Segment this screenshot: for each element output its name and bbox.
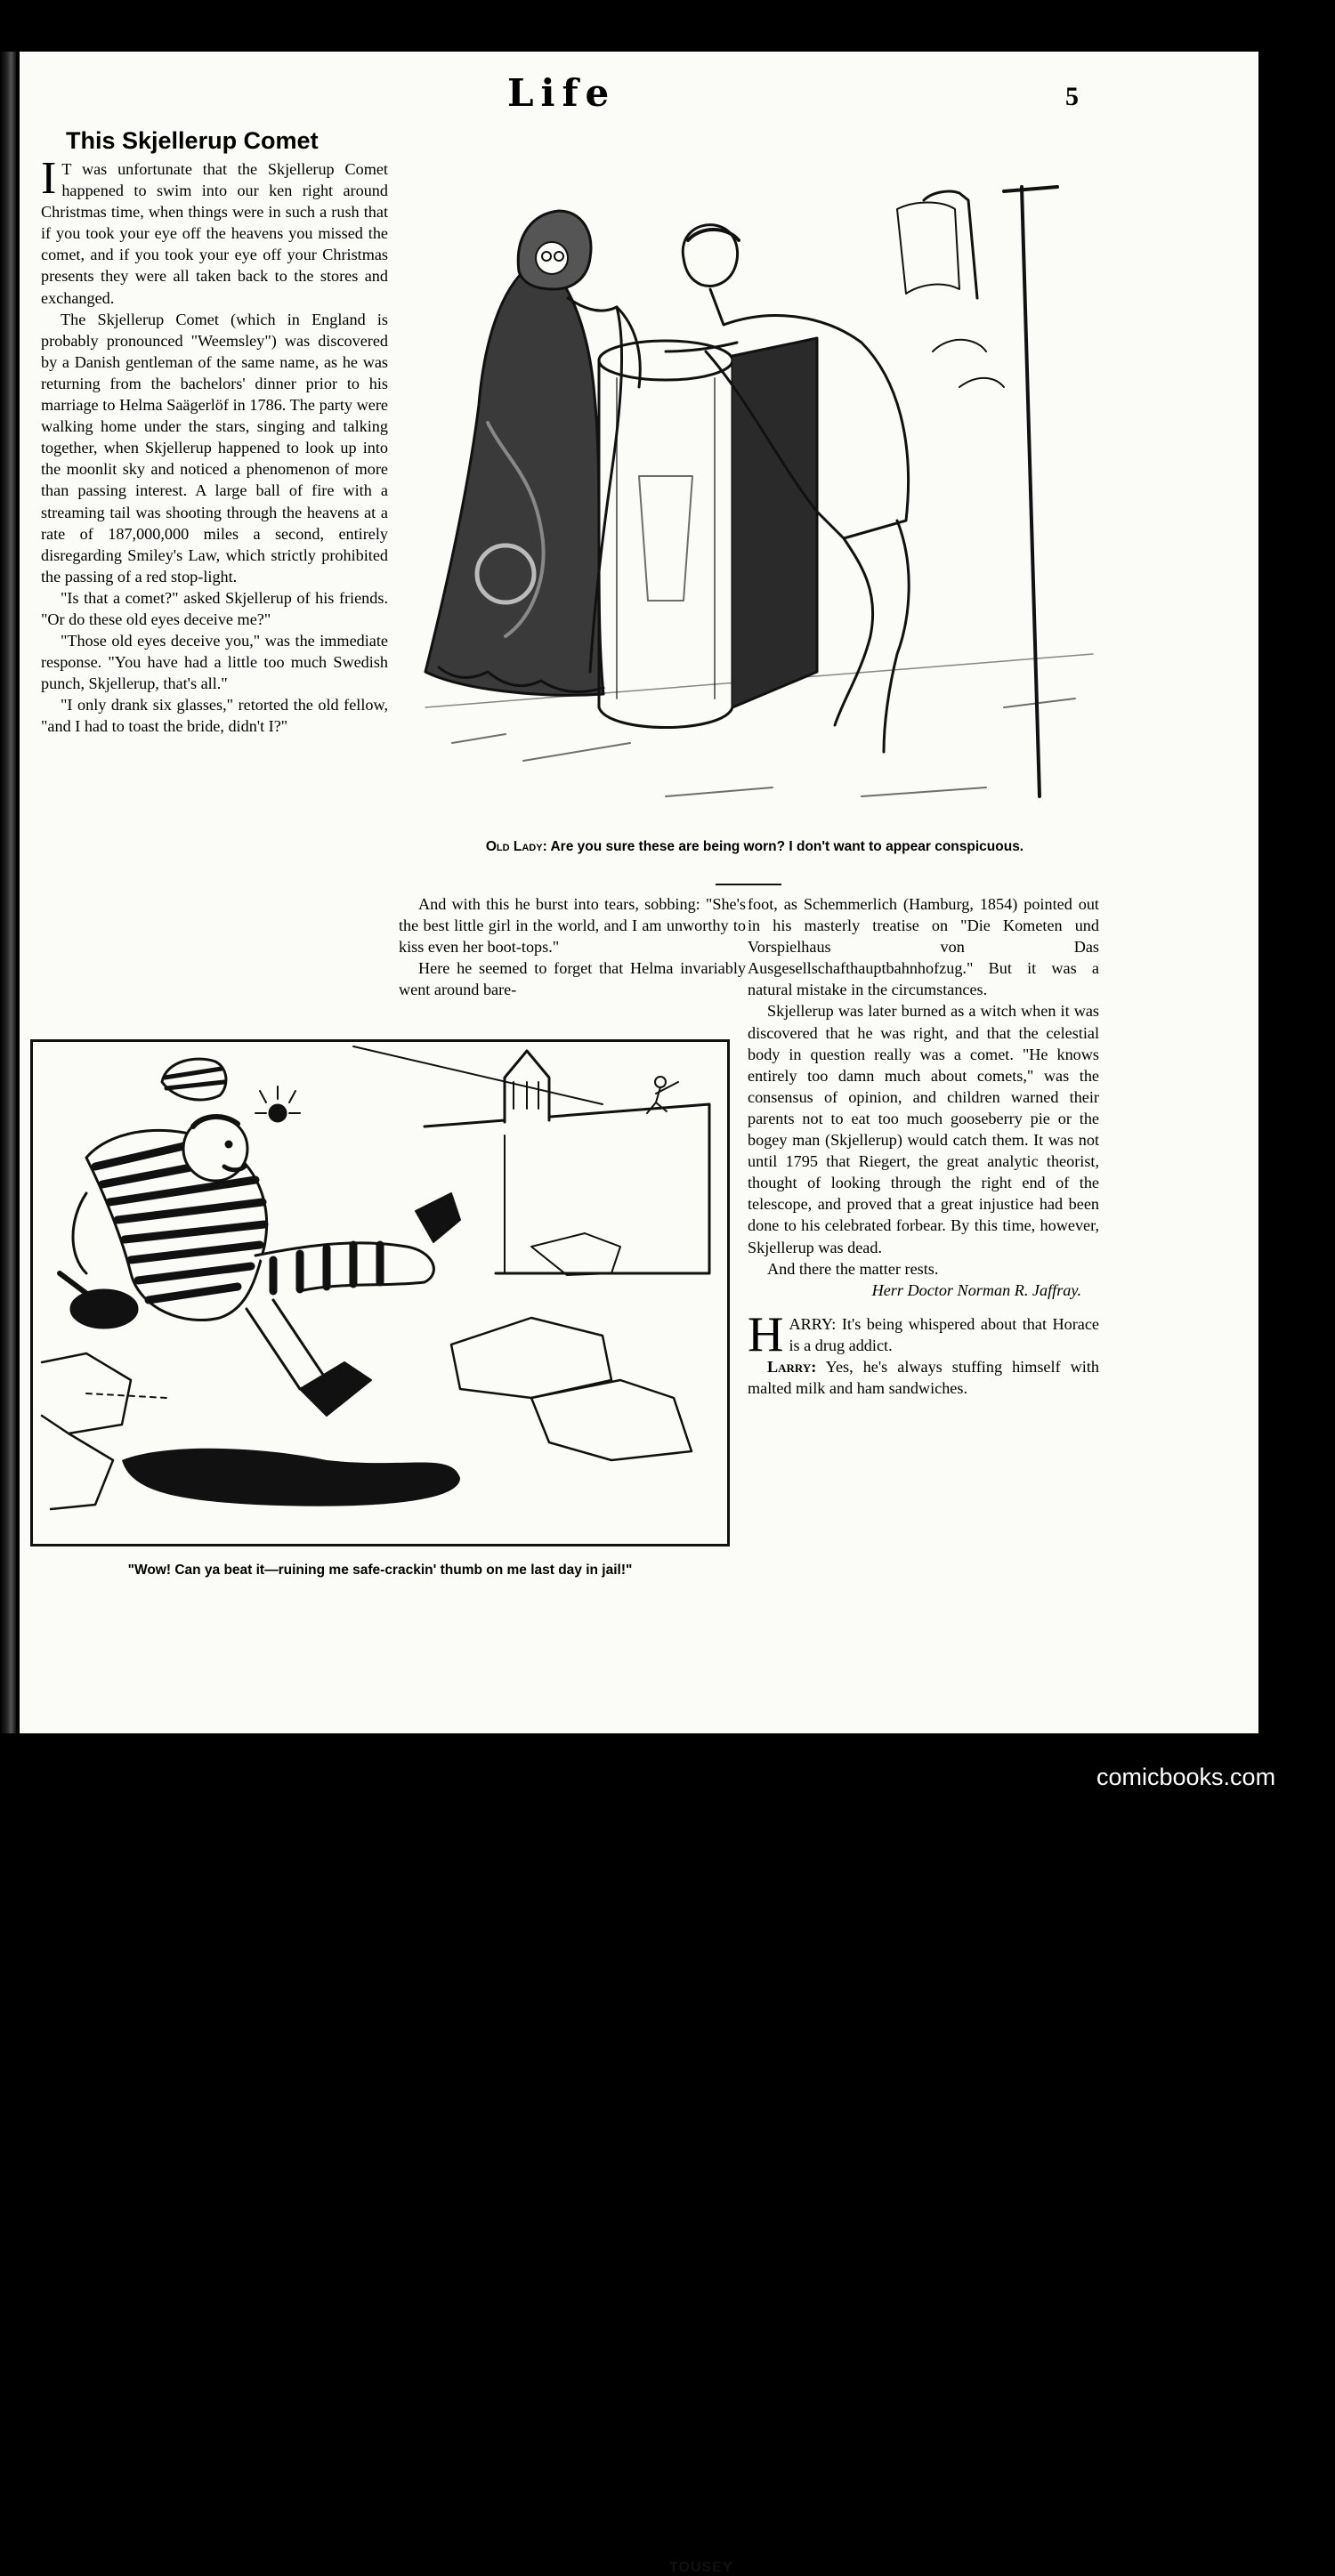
drop-cap: I [41, 153, 57, 204]
article-paragraph: "Is that a comet?" asked Skjellerup of his friends. "Or do these old eyes deceive me?" [41, 588, 388, 628]
article-column-3 [748, 893, 1099, 1399]
old-lady-cartoon [399, 174, 1104, 836]
joke-line: Yes, he's always stuffing himself with malted milk and ham sandwiches. [748, 1357, 1099, 1398]
joke-speaker: ARRY: [789, 1314, 837, 1333]
article-paragraph: "I only drank six glasses," retorted the old fellow, "and I had to toast the bride, didn't I?" [41, 696, 388, 736]
convict-cartoon-caption: "Wow! Can ya beat it—ruining me safe-crackin' thumb on me last day in jail!" [127, 1563, 633, 1578]
article-paragraph: foot, as Schemmerlich (Hamburg, 1854) pointed out in his masterly treatise on "Die Kometen und Vorspielhaus von Das Ausgesellschafthauptbahnhofzug." But it was a natural mistake in the circumstances. [748, 895, 1099, 999]
page-number: 5 [1065, 82, 1079, 111]
page-left-edge [0, 52, 16, 1733]
article-byline: Herr Doctor Norman R. Jaffray. [871, 1280, 1081, 1299]
article-column-1 [41, 153, 388, 738]
article-column-2 [399, 893, 746, 1000]
article-title: This Skjellerup Comet [66, 127, 319, 154]
article-paragraph: And with this he burst into tears, sobbing: "She's the best little girl in the world, and I am unworthy to kiss even her boot-tops." [399, 895, 746, 957]
site-watermark: comicbooks.com [1096, 1764, 1276, 1790]
article-paragraph: And there the matter rests. [767, 1259, 939, 1278]
joke-paragraph-2 [748, 1356, 1099, 1399]
drop-cap: H [748, 1306, 784, 1362]
artist-signature: TOUSEY [669, 2560, 733, 2575]
article-paragraph: Skjellerup was later burned as a witch when it was discovered that he was right, and that the celestial body in question really was a comet. "He knows entirely too damn much about comets," was the consensus of opinion, and children warned their parents not to eat too much gooseberry pie or the bogey man (Skjellerup) would catch them. It was not until 1795 that Riegert, the great analytic theorist, thought of looking through the right end of the telescope, and proved that a great injustice had been done to his celebrated forbear. By this time, however, Skjellerup was dead. [748, 1002, 1099, 1256]
caption-text: Are you sure these are being worn? I don't want to appear conspicuous. [550, 839, 1024, 854]
article-paragraph: Here he seemed to forget that Helma invariably went around bare- [399, 959, 746, 999]
caption-speaker: Old Lady: [485, 839, 547, 854]
joke-speaker: Larry: [767, 1357, 817, 1376]
convict-cartoon-drawing [33, 1042, 727, 1544]
article-paragraph [41, 153, 388, 309]
old-lady-cartoon-drawing [399, 174, 1104, 836]
joke-line: It's being whispered about that Horace is a drug addict. [789, 1314, 1099, 1354]
joke-paragraph-1 [748, 1306, 1099, 1362]
paragraph-text: T was unfortunate that the Skjellerup Comet happened to swim into our ken right around Christmas time, when things were in such a rush that if you took your eye off the heavens you missed the comet, and if you took your eye off your Christmas presents they were all taken back to the stores and exchanged. [41, 160, 388, 307]
masthead: Life [507, 71, 617, 115]
caption-rule [716, 884, 781, 885]
article-paragraph: "Those old eyes deceive you," was the immediate response. "You have had a little too much Swedish punch, Skjellerup, that's all." [41, 632, 388, 693]
old-lady-cartoon-caption [473, 838, 1036, 856]
article-paragraph: The Skjellerup Comet (which in England is probably pronounced "Weemsley") was discovered by a Danish gentleman of the same name, as he was returning from the bachelors' dinner prior to his marriage to Helma Saägerlöf in 1786. The party were walking home under the stars, singing and talking together, when Skjellerup happened to look up into the moonlit sky and noticed a phenomenon of more than passing interest. A large ball of fire with a streaming tail was shooting through the heavens at a rate of 187,000,000 miles a second, entirely disregarding Smiley's Law, which strictly prohibited the passing of a red stop-light. [41, 310, 388, 585]
